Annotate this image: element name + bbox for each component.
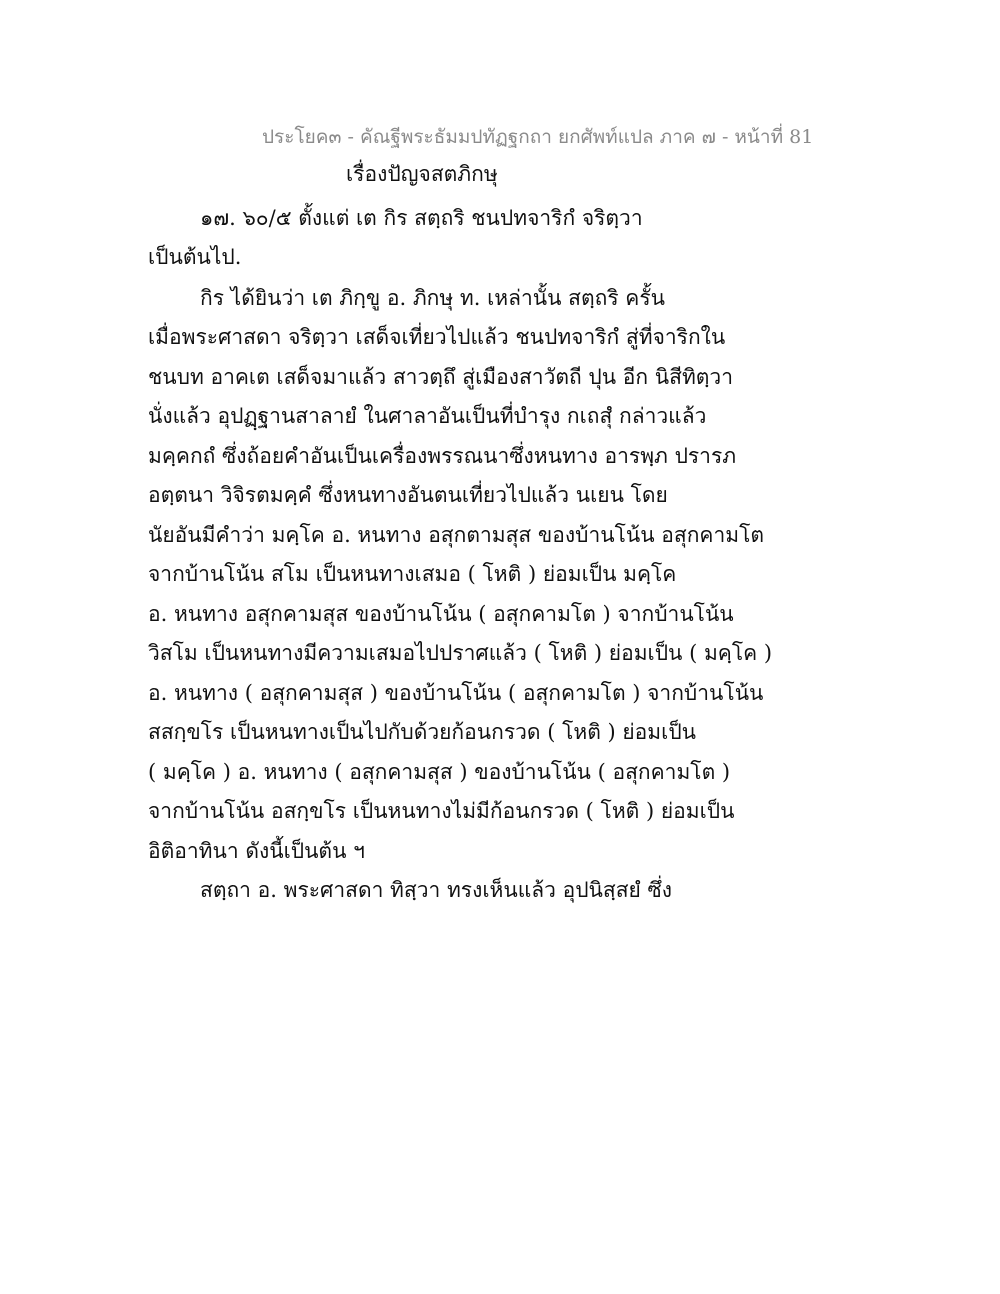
text-line: กิร ได้ยินว่า เต ภิกฺขู อ. ภิกษุ ท. เหล่านั้น สตฺถริ ครั้น	[200, 286, 665, 310]
text-line: อิติอาทินา ดังนี้เป็นต้น ฯ	[148, 839, 365, 863]
text-line: วิสโม เป็นหนทางมีความเสมอไปปราศแล้ว ( โหติ ) ย่อมเป็น ( มคฺโค )	[148, 641, 773, 665]
text-line: จากบ้านโน้น สโม เป็นหนทางเสมอ ( โหติ ) ย่อมเป็น มคฺโค	[148, 562, 677, 586]
text-line: อตฺตนา วิจิรตมคฺคํ ซึ่งหนทางอันตนเที่ยวไปแล้ว นเยน โดย	[148, 483, 668, 507]
page-header: ประโยค๓ - คัณฐีพระธัมมปทัฏฐกถา ยกศัพท์แปล ภาค ๗ - หน้าที่ 81	[262, 126, 814, 148]
text-line: ๑๗. ๖๐/๕ ตั้งแต่ เต กิร สตฺถริ ชนปทจาริกํ จริตฺวา	[200, 206, 643, 230]
text-line: นัยอันมีคำว่า มคฺโค อ. หนทาง อสุกตามสุส ของบ้านโน้น อสุกคามโต	[148, 523, 765, 547]
text-line: ( มคฺโค ) อ. หนทาง ( อสุกคามสุส ) ของบ้านโน้น ( อสุกคามโต )	[148, 760, 731, 784]
text-line: ชนบท อาคเต เสด็จมาแล้ว สาวตฺถึ สู่เมืองสาวัตถี ปุน อีก นิสีทิตฺวา	[148, 365, 734, 389]
text-line: สสกฺขโร เป็นหนทางเป็นไปกับด้วยก้อนกรวด ( โหติ ) ย่อมเป็น	[148, 720, 696, 744]
text-line: สตฺถา อ. พระศาสดา ทิสฺวา ทรงเห็นแล้ว อุปนิสฺสยํ ซึ่ง	[200, 878, 673, 902]
text-line: จากบ้านโน้น อสกฺขโร เป็นหนทางไม่มีก้อนกรวด ( โหติ ) ย่อมเป็น	[148, 799, 735, 823]
text-line: เป็นต้นไป.	[148, 245, 242, 269]
text-line: อ. หนทาง ( อสุกคามสุส ) ของบ้านโน้น ( อสุกคามโต ) จากบ้านโน้น	[148, 681, 764, 705]
text-line: เมื่อพระศาสดา จริตฺวา เสด็จเที่ยวไปแล้ว ชนปทจาริกํ สู่ที่จาริกใน	[148, 325, 726, 349]
text-line: นั่งแล้ว อุปฏฺฐานสาลายํ ในศาลาอันเป็นที่บำรุง กเถสุํ กล่าวแล้ว	[148, 404, 707, 428]
text-line: อ. หนทาง อสุกคามสุส ของบ้านโน้น ( อสุกคามโต ) จากบ้านโน้น	[148, 602, 734, 626]
story-title: เรื่องปัญจสตภิกษุ	[346, 162, 498, 186]
text-line: มคฺคกถํ ซึ่งถ้อยคำอันเป็นเครื่องพรรณนาซึ่งหนทาง อารพฺภ ปรารภ	[148, 444, 737, 468]
